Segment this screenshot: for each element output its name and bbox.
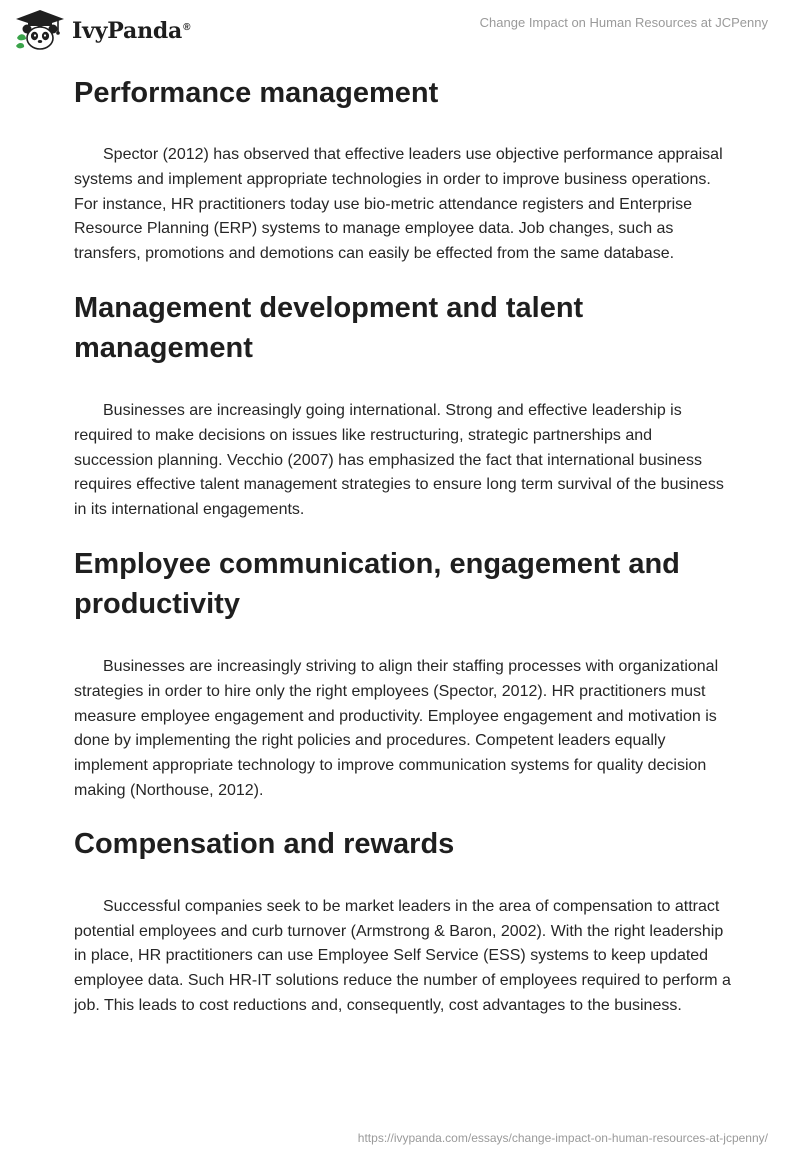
section-paragraph: Successful companies seek to be market leaders in the area of compensation to attract potential employees and curb turnover (Armstrong & Baron, 2002). With the right leadership in place, HR practitioners can use Employee Self Service (ESS) systems to keep updated employee data. Such HR-IT solutions reduce the number of employees required to perform a job. This leads to cost reductions and, consequently, cost advantages to the business. [74, 897, 731, 1014]
registered-mark: ® [183, 21, 191, 33]
ivypanda-logo[interactable] [14, 8, 190, 52]
section-employee-communication [74, 544, 734, 804]
section-compensation-rewards [74, 824, 734, 1019]
source-url-link[interactable]: https://ivypanda.com/essays/change-impact-on-human-resources-at-jcpenny/ [357, 1131, 768, 1145]
section-paragraph: Businesses are increasingly going international. Strong and effective leadership is required to make decisions on issues like restructuring, strategic partnerships and succession planning. Vecchio (2007) has emphasized the fact that international business requires effective talent management strategies to ensure long term survival of the business in its international engagements. [74, 401, 724, 519]
brand-name [72, 18, 190, 44]
section-heading: Performance management [74, 77, 439, 109]
panda-graduate-icon [14, 8, 66, 52]
section-heading: Employee communication, engagement and productivity [74, 547, 680, 620]
section-heading: Management development and talent management [74, 291, 584, 364]
section-heading: Compensation and rewards [74, 827, 455, 860]
essay-content [74, 64, 734, 1019]
section-management-development [74, 288, 734, 523]
document-title: Change Impact on Human Resources at JCPenny [479, 15, 768, 30]
section-paragraph: Spector (2012) has observed that effective leaders use objective performance appraisal systems and implement appropriate technologies in order to improve business operations. For instance, HR practitioners today use bio-metric attendance registers and Enterprise Resource Planning (ERP) systems to manage employee data. Job changes, such as transfers, promotions and demotions can easily be effected from the same database. [74, 146, 723, 263]
brand-name-text: IvyPanda [72, 18, 183, 44]
section-performance-management [74, 73, 734, 267]
page-header [0, 0, 800, 56]
section-paragraph: Businesses are increasingly striving to align their staffing processes with organizational strategies in order to hire only the right employees (Spector, 2012). HR practitioners must measure employee engagement and productivity. Employee engagement and motivation is done by implementing the right policies and procedures. Competent leaders equally implement appropriate technology to improve communication systems for quality decision making (Northouse, 2012). [74, 657, 719, 799]
